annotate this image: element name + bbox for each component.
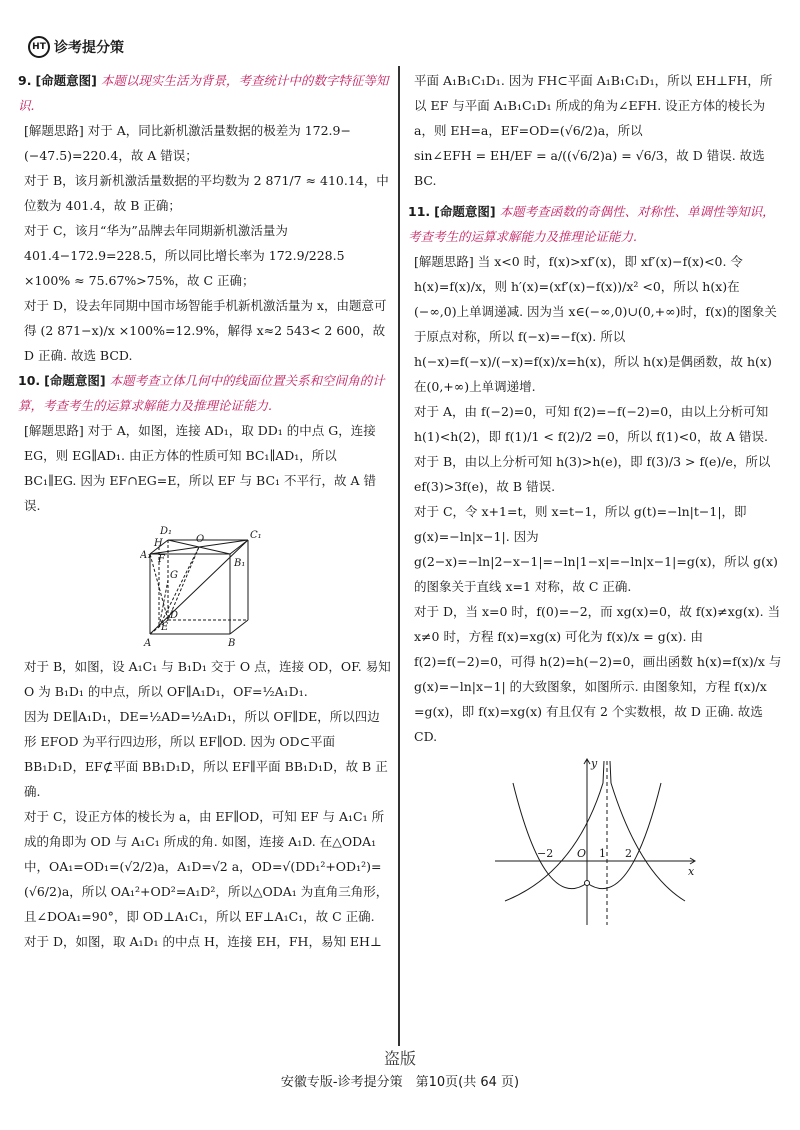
g-curve-right bbox=[610, 761, 685, 901]
q11-line: 对于 A，由 f(−2)=0，可知 f(2)=−f(−2)=0，由以上分析可知 h(1)<h(2)，即 f(1)/1 < f(2)/2 =0，所以 f(1)<0，故 A 错误. bbox=[414, 404, 769, 444]
q10-cont-line: sin∠EFH = EH/EF = a/((√6/2)a) = √6/3，故 D 错误. 故选 BC. bbox=[414, 148, 765, 188]
graph-label-o: O bbox=[577, 847, 587, 860]
cube-label-G: G bbox=[170, 570, 178, 581]
brand-logo-icon: HT bbox=[28, 36, 50, 58]
q11-line: [解题思路] 当 x<0 时，f(x)>xf′(x)，即 xf′(x)−f(x)<0. 令 h(x)=f(x)/x，则 h′(x)=(xf′(x)−f(x))/x² <0，所以 h(x)在(−∞,0)上单调递减. 因为当 x∈(−∞,0)∪(0,+∞)时，f(x)的图象关于原点对称，所以 f(−x)=−f(x). 所以 h(−x)=f(−x)/(−x)=f(x)/x=h(x)，所以 h(x)是偶函数，故 h(x)在(0,+∞)上单调递增. bbox=[414, 254, 777, 394]
q10-line: 对于 B，如图，设 A₁C₁ 与 B₁D₁ 交于 O 点，连接 OD，OF. 易知 O 为 B₁D₁ 的中点，所以 OF∥A₁D₁，OF=½A₁D₁. bbox=[24, 659, 391, 699]
q9-line: [解题思路] 对于 A，同比新机激活量数据的极差为 172.9−(−47.5)=220.4，故 A 错误； bbox=[24, 123, 351, 163]
q10-tag: [命题意图] bbox=[44, 373, 106, 388]
footer-text: 安徽专版-诊考提分策 第10页(共 64 页) bbox=[280, 1075, 520, 1090]
q9-line: 对于 B，该月新机激活量数据的平均数为 2 871/7 ≈ 410.14，中位数为 401.4，故 B 正确； bbox=[24, 173, 389, 213]
graph-label-neg2: −2 bbox=[537, 847, 554, 860]
cube-label-E: E bbox=[161, 622, 169, 633]
cube-label-A: A bbox=[144, 638, 152, 649]
q11-line: 对于 B，由以上分析可知 h(3)>h(e)，即 f(3)/3 > f(e)/e，所以 ef(3)>3f(e)，故 B 错误. bbox=[414, 454, 771, 494]
cube-label-D1: D₁ bbox=[160, 526, 173, 537]
cube-label-H: H bbox=[154, 538, 163, 549]
q9-line: 对于 D，设去年同期中国市场智能手机新机激活量为 x，由题意可得 (2 871−x)/x ×100%=12.9%，解得 x≈2 543< 2 600，故 D 正确. 故选 BCD. bbox=[24, 298, 387, 363]
q11-intent: 本题考查函数的奇偶性、对称性、单调性等知识，考查考生的运算求解能力及推理论证能力. bbox=[408, 204, 775, 244]
cube-label-O: O bbox=[196, 534, 205, 545]
q11-line: 对于 D，当 x=0 时，f(0)=−2，而 xg(x)=0，故 f(x)≠xg(x). 当 x≠0 时，方程 f(x)=xg(x) 可化为 f(x)/x = g(x). 由 f(2)=f(−2)=0，可得 h(2)=h(−2)=0，画出函数 h(x)=f(x)/x 与 g(x)=−ln|x−1| 的大致图象，如图所示. 由图象知，方程 f(x)/x =g(x)，即 f(x)=xg(x) 有且仅有 2 个实数根，故 D 正确. 故选 CD. bbox=[414, 604, 782, 744]
cube-label-F: F bbox=[158, 554, 165, 565]
q11-heading bbox=[408, 199, 782, 249]
graph-label-y: y bbox=[591, 757, 598, 770]
left-column bbox=[18, 68, 392, 954]
q9-number: 9. bbox=[18, 73, 32, 88]
q10-line: 对于 D，如图，取 A₁D₁ 的中点 H，连接 EH，FH，易知 EH⊥ bbox=[24, 934, 382, 949]
right-column bbox=[408, 68, 782, 937]
graph-label-2: 2 bbox=[625, 847, 632, 860]
q10-line: 因为 DE∥A₁D₁，DE=½AD=½A₁D₁，所以 OF∥DE，所以四边形 EFOD 为平行四边形，所以 EF∥OD. 因为 OD⊂平面 BB₁D₁D，EF⊄平面 BB₁D₁D，所以 EF∥平面 BB₁D₁D，故 B 正确. bbox=[24, 709, 388, 799]
function-graph bbox=[485, 753, 705, 933]
q10-cont-line: 平面 A₁B₁C₁D₁. 因为 FH⊂平面 A₁B₁C₁D₁，所以 EH⊥FH，所以 EF 与平面 A₁B₁C₁D₁ 所成的角为∠EFH. 设正方体的棱长为 a，则 EH=a，EF=OD=(√6/2)a，所以 bbox=[414, 73, 773, 138]
cube-figure bbox=[140, 522, 270, 650]
q10-line: [解题思路] 对于 A，如图，连接 AD₁，取 DD₁ 的中点 G，连接 EG，则 EG∥AD₁. 由正方体的性质可知 BC₁∥AD₁，所以 BC₁∥EG. 因为 EF∩EG=E，所以 EF 与 BC₁ 不平行，故 A 错误. bbox=[24, 423, 376, 513]
column-divider bbox=[398, 66, 400, 1046]
graph-label-x: x bbox=[688, 865, 695, 878]
g-curve-left bbox=[505, 761, 604, 901]
q11-line: 对于 C，令 x+1=t，则 x=t−1，所以 g(t)=−ln|t−1|，即 g(x)=−ln|x−1|. 因为 g(2−x)=−ln|2−x−1|=−ln|1−x|=−ln|x−1|=g(x)，所以 g(x)的图象关于直线 x=1 对称，故 C 正确. bbox=[414, 504, 778, 594]
watermark: 盗版 bbox=[383, 1049, 416, 1068]
brand-header bbox=[28, 36, 124, 58]
q11-tag: [命题意图] bbox=[434, 204, 496, 219]
page-footer bbox=[0, 1046, 800, 1090]
q10-heading bbox=[18, 368, 392, 418]
cube-label-B: B bbox=[228, 638, 236, 649]
cube-label-C1: C₁ bbox=[250, 530, 262, 541]
q11-number: 11. bbox=[408, 204, 431, 219]
q9-heading bbox=[18, 68, 392, 118]
q9-intent: 本题以现实生活为背景，考查统计中的数字特征等知识. bbox=[18, 73, 389, 113]
cube-label-A1: A₁ bbox=[140, 550, 152, 561]
q10-intent: 本题考查立体几何中的线面位置关系和空间角的计算，考查考生的运算求解能力及推理论证能力. bbox=[18, 373, 385, 413]
q10-line: 对于 C，设正方体的棱长为 a，由 EF∥OD，可知 EF 与 A₁C₁ 所成的角即为 OD 与 A₁C₁ 所成的角. 如图，连接 A₁D. 在△ODA₁ 中，OA₁=OD₁=(√2/2)a，A₁D=√2 a，OD=√(DD₁²+OD₁²)=(√6/2)a，所以 OA₁²+OD²=A₁D²，所以△ODA₁ 为直角三角形，且∠DOA₁=90°，即 OD⊥A₁C₁，所以 EF⊥A₁C₁，故 C 正确. bbox=[24, 809, 389, 924]
graph-label-1: 1 bbox=[599, 847, 606, 860]
open-point bbox=[585, 881, 590, 886]
q9-tag: [命题意图] bbox=[35, 73, 97, 88]
cube-label-B1: B₁ bbox=[234, 558, 246, 569]
cube-label-D: D bbox=[170, 610, 179, 621]
q9-line: 对于 C，该月“华为”品牌去年同期新机激活量为 401.4−172.9=228.5，所以同比增长率为 172.9/228.5 ×100% ≈ 75.67%>75%，故 C 正确； bbox=[24, 223, 345, 288]
brand-title: 诊考提分策 bbox=[54, 40, 124, 56]
q10-number: 10. bbox=[18, 373, 41, 388]
